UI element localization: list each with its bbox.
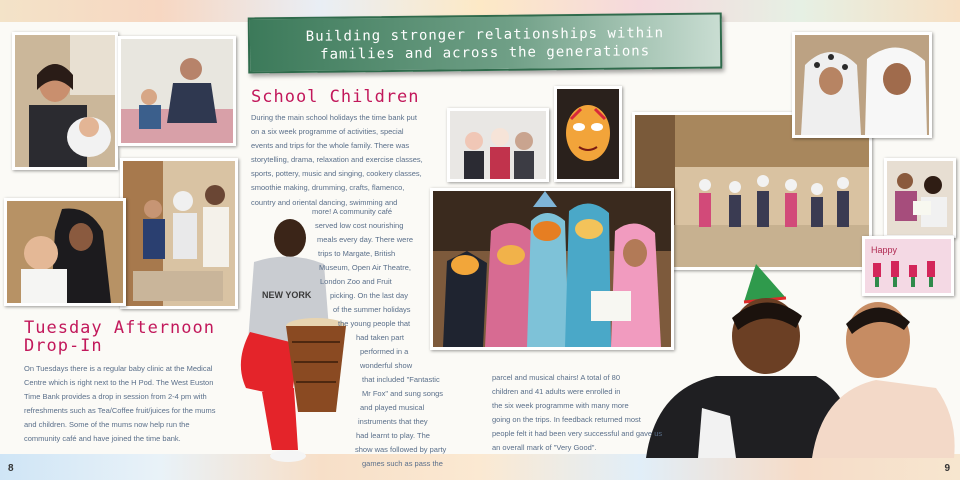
wrap-line: meals every day. There were: [317, 235, 414, 244]
school-continued-line: parcel and musical chairs! A total of 80: [492, 373, 620, 382]
tuesday-body-line: Time Bank provides a drop in session from 2-4 pm with: [24, 392, 207, 402]
page-number-right: 9: [944, 463, 950, 474]
wrap-line: of the summer holidays: [333, 305, 411, 314]
face-paint-illustration: [557, 89, 619, 179]
shirt-lettering: NEW YORK: [262, 290, 312, 300]
photo-mother-in-hijab-with-baby: [4, 198, 126, 306]
school-continued-line: going on the trips. In feedback returned most: [492, 415, 641, 425]
wrap-line: that included "Fantastic: [362, 375, 440, 384]
title-banner: [248, 13, 723, 74]
wrap-line: the young people that: [338, 319, 411, 328]
banner-title: [250, 24, 720, 65]
tuesday-heading-line-2: Drop-In: [24, 336, 103, 356]
wrap-line: picking. On the last day: [330, 291, 408, 300]
wrap-line: trips to Margate, British: [318, 249, 396, 258]
father-child-illustration: [121, 39, 233, 143]
family-group-illustration: [123, 161, 235, 306]
school-intro-line: During the main school holidays the time bank put: [251, 113, 417, 122]
school-intro-line: country and oriental dancing, swimming and: [251, 197, 398, 207]
masks-performance-illustration: [433, 191, 671, 347]
mother-baby-illustration: [15, 35, 115, 167]
wrap-line: had learnt to play. The: [356, 431, 430, 440]
school-continued-line: children and 41 adults were enrolled in: [492, 387, 621, 397]
wrap-line: Museum, Open Air Theatre,: [319, 263, 411, 272]
small-masks-illustration: [450, 111, 546, 179]
wrap-line: wonderful show: [360, 361, 413, 370]
wrap-line: and played musical: [360, 403, 425, 412]
photo-father-with-child: [118, 36, 236, 146]
school-children-continued: [492, 371, 692, 456]
photo-girls-in-hijab: [792, 32, 932, 138]
photo-children-in-masks: [430, 188, 674, 350]
children-reading-illustration: [887, 161, 953, 235]
tuesday-body-line: and children. Some of the mums now help run the: [24, 420, 190, 430]
school-children-intro: [251, 111, 451, 210]
wrap-line: games such as pass the: [362, 459, 443, 468]
wrap-line: London Zoo and Fruit: [320, 277, 392, 286]
school-intro-line: sports, pottery, music and singing, cookery classes,: [251, 169, 422, 179]
hijab-mother-illustration: [7, 201, 123, 303]
school-children-heading: School Children: [251, 87, 420, 107]
tuesday-body-line: On Tuesdays there is a regular baby clinic at the Medical: [24, 364, 213, 373]
tuesday-body-line: community café and have joined the time bank.: [24, 434, 181, 444]
hijab-girls-illustration: [795, 35, 929, 135]
tuesday-body-line: refreshments such as Tea/Coffee fruit/juices for the mums: [24, 406, 216, 416]
photo-face-paint-girl: [554, 86, 622, 182]
tuesday-body: [24, 362, 239, 447]
wrap-line: Mr Fox" and sung songs: [362, 389, 444, 398]
photo-mother-with-baby: [12, 32, 118, 170]
photo-children-reading: [884, 158, 956, 238]
school-intro-line: events and trips for the whole family. There was: [251, 141, 410, 151]
photo-family-group: [120, 158, 238, 309]
school-intro-line: smoothie making, drumming, crafts, flamenco,: [251, 183, 405, 193]
boys-party-illustration: [646, 258, 958, 458]
wrap-line: instruments that they: [358, 417, 428, 426]
school-continued-line: the six week programme with many more: [492, 401, 629, 411]
wrap-line: had taken part: [356, 333, 404, 342]
banner-line-2: families and across the generations: [320, 43, 651, 63]
school-intro-line: storytelling, drama, relaxation and exercise classes,: [251, 155, 423, 165]
tuesday-body-line: Centre which is right next to the H Pod. The West Euston: [24, 378, 214, 388]
page-number-left: 8: [8, 463, 14, 474]
school-continued-line: people felt it had been very successful and gave us: [492, 429, 663, 439]
school-continued-line: an overall mark of "Very Good".: [492, 443, 597, 453]
school-intro-line: on a six week programme of activities, special: [251, 127, 404, 137]
wrap-line: more! A community café: [312, 207, 393, 216]
wrap-line: show was followed by party: [355, 445, 447, 454]
banner-line-1: Building stronger relationships within: [305, 25, 665, 45]
photo-boys-party-hats: [646, 258, 958, 458]
tuesday-heading-line-1: Tuesday Afternoon: [24, 318, 215, 338]
poster-lettering: Happy: [871, 245, 898, 255]
photo-children-masks-small: [447, 108, 549, 182]
wrap-line: served low cost nourishing: [315, 221, 404, 230]
wrap-line: performed in a: [360, 347, 409, 356]
tuesday-heading: [24, 319, 215, 355]
